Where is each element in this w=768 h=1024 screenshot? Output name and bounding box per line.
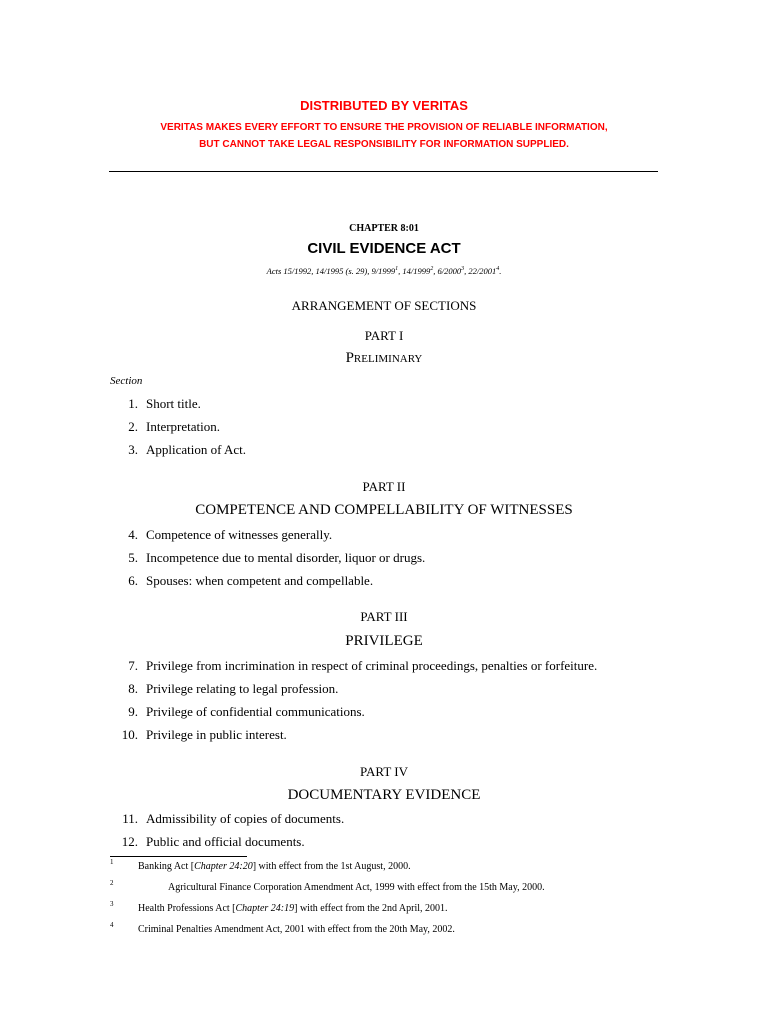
acts-text-4: , 22/2001 (464, 266, 497, 276)
footnote-text: Health Professions Act [Chapter 24:19] with effect from the 2nd April, 2001. (138, 903, 448, 914)
section-number: 10. (121, 727, 138, 742)
acts-text-5: . (499, 266, 502, 276)
section-column-label: Section (110, 375, 143, 387)
act-title: CIVIL EVIDENCE ACT (307, 240, 461, 257)
chapter-number: CHAPTER 8:01 (349, 223, 419, 234)
part-label: PART III (360, 609, 408, 624)
distributor-banner-title: DISTRIBUTED BY VERITAS (300, 98, 468, 113)
section-title: Incompetence due to mental disorder, liquor or drugs. (146, 550, 426, 565)
footnote-text: Agricultural Finance Corporation Amendment Act, 1999 with effect from the 15th May, 2000. (168, 882, 545, 893)
part-label: PART IV (360, 764, 408, 779)
acts-text-3: , 6/2000 (433, 266, 462, 276)
acts-footnote-ref-3: 3 (461, 266, 465, 273)
section-number: 4. (128, 527, 138, 542)
acts-text-2: , 14/1999 (398, 266, 431, 276)
section-number: 11. (122, 811, 138, 826)
acts-text-1: Acts 15/1992, 14/1995 (s. 29), 9/1999 (266, 266, 396, 276)
section-title: Privilege of confidential communications. (146, 704, 365, 719)
section-item[interactable] (110, 704, 365, 720)
arrangement-heading: ARRANGEMENT OF SECTIONS (291, 298, 477, 313)
section-title: Public and official documents. (146, 834, 305, 849)
footnote-text: Criminal Penalties Amendment Act, 2001 with effect from the 20th May, 2002. (138, 924, 455, 935)
section-number: 12. (121, 834, 138, 849)
section-title: Application of Act. (146, 442, 247, 457)
section-item[interactable] (110, 834, 305, 850)
section-item[interactable] (110, 442, 246, 458)
section-item[interactable] (110, 658, 597, 674)
footnote-mark: 3 (110, 900, 114, 908)
part-heading: DOCUMENTARY EVIDENCE (287, 787, 481, 803)
section-title: Spouses: when competent and compellable. (146, 573, 374, 588)
section-title: Privilege from incrimination in respect of criminal proceedings, penalties or forfeiture. (146, 658, 598, 673)
section-item[interactable] (110, 396, 201, 412)
acts-footnote-ref-1: 1 (395, 266, 399, 273)
acts-footnote-ref-2: 2 (430, 266, 434, 273)
amending-acts (0, 266, 768, 276)
disclaimer-line-2: BUT CANNOT TAKE LEGAL RESPONSIBILITY FOR INFORMATION SUPPLIED. (199, 139, 569, 150)
section-item[interactable] (110, 727, 287, 743)
section-title: Privilege in public interest. (146, 727, 287, 742)
footnote-divider (110, 856, 247, 857)
section-item[interactable] (110, 527, 332, 543)
section-number: 6. (128, 573, 138, 588)
part-heading: PRIVILEGE (345, 633, 423, 649)
section-number: 3. (128, 442, 138, 457)
footnote-mark: 1 (110, 858, 114, 866)
footnote-text: Banking Act [Chapter 24:20] with effect from the 1st August, 2000. (138, 861, 411, 872)
section-title: Short title. (146, 396, 201, 411)
section-number: 7. (128, 658, 138, 673)
section-title: Interpretation. (146, 419, 220, 434)
acts-footnote-ref-4: 4 (496, 266, 500, 273)
section-number: 2. (128, 419, 138, 434)
part-label: PART II (362, 479, 406, 494)
footnote-mark: 2 (110, 879, 114, 887)
part-heading: COMPETENCE AND COMPELLABILITY OF WITNESSES (195, 502, 573, 518)
section-number: 8. (128, 681, 138, 696)
part-heading: Preliminary (345, 350, 423, 366)
section-item[interactable] (110, 681, 338, 697)
disclaimer-line-1: VERITAS MAKES EVERY EFFORT TO ENSURE THE PROVISION OF RELIABLE INFORMATION, (160, 122, 608, 133)
section-number: 1. (128, 396, 138, 411)
section-item[interactable] (110, 550, 425, 566)
section-number: 5. (128, 550, 138, 565)
footnote-mark: 4 (110, 921, 114, 929)
section-title: Privilege relating to legal profession. (146, 681, 339, 696)
section-item[interactable] (110, 419, 220, 435)
section-title: Competence of witnesses generally. (146, 527, 333, 542)
section-number: 9. (128, 704, 138, 719)
section-item[interactable] (110, 573, 373, 589)
part-label: PART I (364, 328, 404, 343)
header-divider (109, 171, 658, 172)
section-title: Admissibility of copies of documents. (146, 811, 345, 826)
section-item[interactable] (110, 811, 344, 827)
